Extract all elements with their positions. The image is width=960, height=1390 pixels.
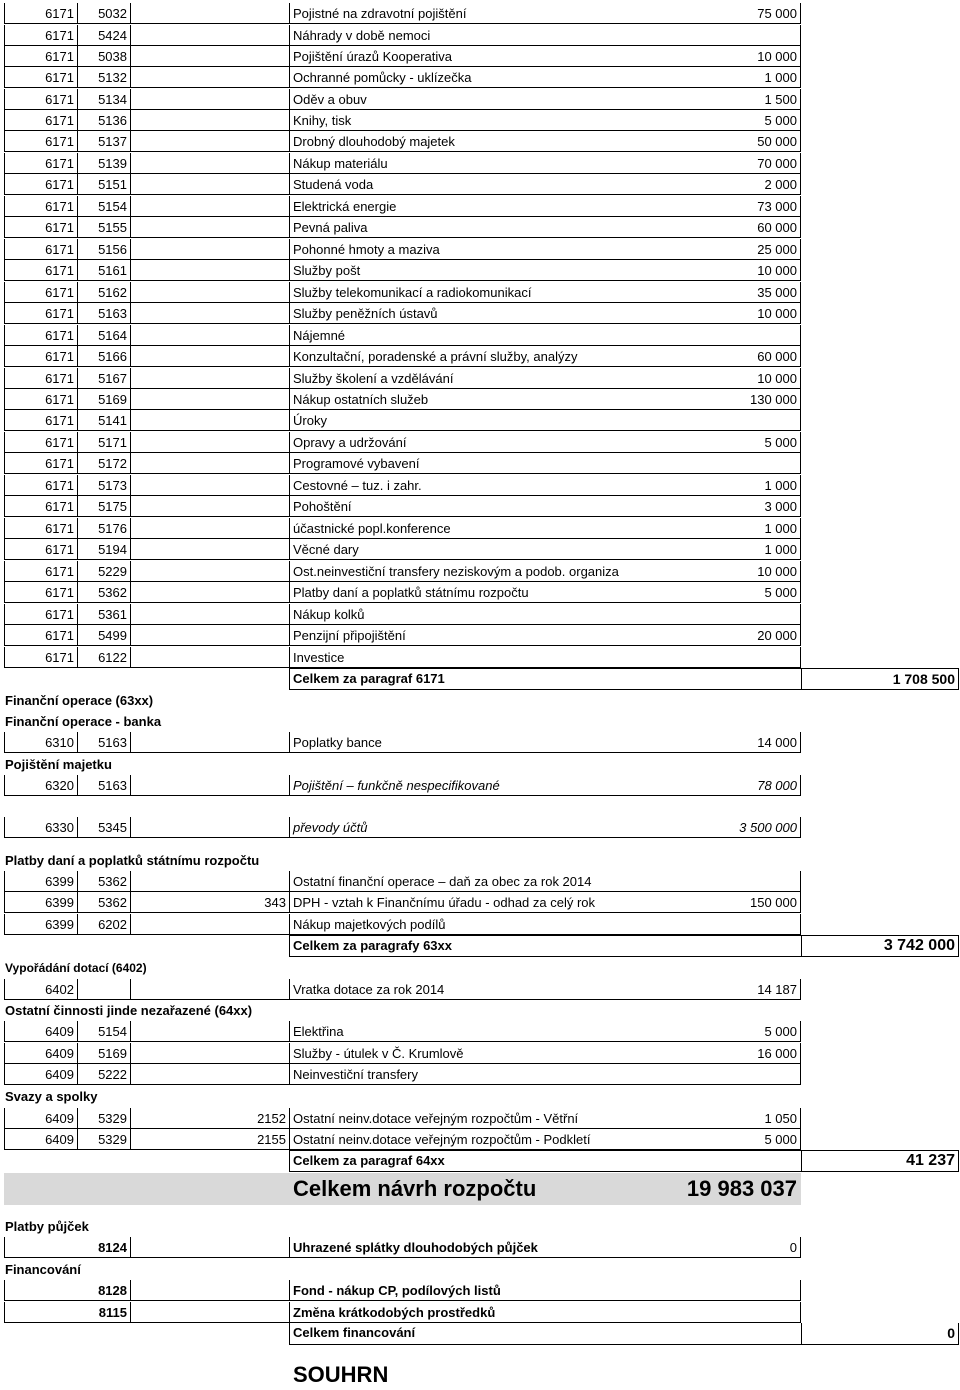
org-code-cell bbox=[130, 131, 289, 152]
item-code-cell: 5163 bbox=[77, 732, 130, 753]
item-code-cell: 5163 bbox=[77, 303, 130, 324]
paragraph-cell: 6171 bbox=[4, 239, 77, 260]
item-name-cell: Elektrická energie bbox=[289, 196, 642, 217]
amount-cell: 150 000 bbox=[642, 892, 801, 913]
org-code-cell bbox=[130, 89, 289, 110]
amount-cell: 14 000 bbox=[642, 732, 801, 753]
item-name-cell: Uhrazené splátky dlouhodobých půjček bbox=[289, 1237, 642, 1258]
org-code-cell bbox=[130, 325, 289, 346]
paragraph-cell: 6171 bbox=[4, 325, 77, 346]
amount-cell bbox=[642, 1064, 801, 1085]
total-spacer bbox=[642, 935, 801, 957]
item-code-cell bbox=[77, 979, 130, 1000]
total-label: Celkem za paragraf 6171 bbox=[289, 668, 642, 690]
item-name-cell: Investice bbox=[289, 647, 642, 668]
item-name-cell: Nákup ostatních služeb bbox=[289, 389, 642, 410]
amount-cell: 1 500 bbox=[642, 89, 801, 110]
item-code-cell: 8128 bbox=[4, 1280, 130, 1301]
paragraph-cell: 6409 bbox=[4, 1021, 77, 1042]
org-code-cell: 343 bbox=[130, 892, 289, 913]
item-name-cell: Studená voda bbox=[289, 174, 642, 195]
item-name-cell: Penzijní připojištění bbox=[289, 625, 642, 646]
org-code-cell bbox=[130, 914, 289, 935]
amount-cell: 10 000 bbox=[642, 46, 801, 67]
item-name-cell: Elektřina bbox=[289, 1021, 642, 1042]
item-name-cell: Změna krátkodobých prostředků bbox=[289, 1302, 642, 1323]
item-name-cell: Nákup majetkových podílů bbox=[289, 914, 642, 935]
amount-cell: 3 000 bbox=[642, 496, 801, 517]
total-label: Celkem financování bbox=[289, 1323, 642, 1345]
item-name-cell: Poplatky bance bbox=[289, 732, 642, 753]
paragraph-cell: 6171 bbox=[4, 196, 77, 217]
amount-cell: 16 000 bbox=[642, 1043, 801, 1064]
org-code-cell bbox=[130, 46, 289, 67]
paragraph-cell: 6320 bbox=[4, 775, 77, 796]
section-heading: Platby daní a poplatků státnímu rozpočtu bbox=[5, 853, 260, 868]
org-code-cell bbox=[130, 775, 289, 796]
grand-total-label: Celkem návrh rozpočtu bbox=[293, 1176, 537, 1201]
paragraph-cell: 6171 bbox=[4, 410, 77, 431]
paragraph-cell: 6171 bbox=[4, 153, 77, 174]
amount-cell: 2 000 bbox=[642, 174, 801, 195]
item-code-cell: 5172 bbox=[77, 453, 130, 474]
org-code-cell bbox=[130, 368, 289, 389]
paragraph-cell: 6399 bbox=[4, 892, 77, 913]
item-code-cell: 5151 bbox=[77, 174, 130, 195]
item-code-cell: 5169 bbox=[77, 389, 130, 410]
paragraph-cell: 6171 bbox=[4, 389, 77, 410]
item-name-cell: Ochranné pomůcky - uklízečka bbox=[289, 67, 642, 88]
section-heading: Platby půjček bbox=[5, 1219, 89, 1234]
amount-cell: 10 000 bbox=[642, 260, 801, 281]
paragraph-cell: 6330 bbox=[4, 817, 77, 838]
item-code-cell: 5156 bbox=[77, 239, 130, 260]
org-code-cell bbox=[130, 518, 289, 539]
section-heading: Vypořádání dotací (6402) bbox=[5, 961, 147, 975]
amount-cell bbox=[642, 604, 801, 625]
item-code-cell: 5176 bbox=[77, 518, 130, 539]
amount-cell: 5 000 bbox=[642, 1021, 801, 1042]
org-code-cell bbox=[130, 153, 289, 174]
org-code-cell bbox=[130, 239, 289, 260]
paragraph-cell: 6171 bbox=[4, 475, 77, 496]
item-code-cell: 5329 bbox=[77, 1129, 130, 1150]
paragraph-cell: 6402 bbox=[4, 979, 77, 1000]
amount-cell: 5 000 bbox=[642, 582, 801, 603]
item-name-cell: Náhrady v době nemoci bbox=[289, 25, 642, 46]
org-code-cell bbox=[130, 410, 289, 431]
paragraph-cell: 6171 bbox=[4, 3, 77, 24]
total-value: 41 237 bbox=[801, 1150, 959, 1172]
paragraph-cell: 6171 bbox=[4, 174, 77, 195]
item-code-cell: 5137 bbox=[77, 131, 130, 152]
item-name-cell: Pohoštění bbox=[289, 496, 642, 517]
amount-cell: 60 000 bbox=[642, 346, 801, 367]
amount-cell: 10 000 bbox=[642, 368, 801, 389]
amount-cell: 1 050 bbox=[642, 1108, 801, 1129]
total-spacer bbox=[642, 668, 801, 690]
amount-cell bbox=[642, 410, 801, 431]
paragraph-cell: 6171 bbox=[4, 346, 77, 367]
item-code-cell: 5499 bbox=[77, 625, 130, 646]
amount-cell bbox=[642, 325, 801, 346]
section-heading: Financování bbox=[5, 1262, 81, 1277]
org-code-cell bbox=[130, 389, 289, 410]
item-name-cell: Ostatní neinv.dotace veřejným rozpočtům - Větřní bbox=[289, 1108, 642, 1129]
amount-cell bbox=[642, 1280, 801, 1301]
paragraph-cell: 6171 bbox=[4, 260, 77, 281]
item-name-cell: Ostatní neinv.dotace veřejným rozpočtům - Podkletí bbox=[289, 1129, 642, 1150]
amount-cell bbox=[642, 453, 801, 474]
item-name-cell: Pojištění – funkčně nespecifikované bbox=[289, 775, 642, 796]
item-code-cell: 5038 bbox=[77, 46, 130, 67]
paragraph-cell: 6171 bbox=[4, 282, 77, 303]
paragraph-cell: 6171 bbox=[4, 604, 77, 625]
item-code-cell: 5329 bbox=[77, 1108, 130, 1129]
paragraph-cell: 6171 bbox=[4, 67, 77, 88]
item-name-cell: Konzultační, poradenské a právní služby, analýzy bbox=[289, 346, 642, 367]
paragraph-cell: 6171 bbox=[4, 539, 77, 560]
item-code-cell: 5345 bbox=[77, 817, 130, 838]
org-code-cell bbox=[130, 561, 289, 582]
org-code-cell bbox=[130, 260, 289, 281]
amount-cell bbox=[642, 25, 801, 46]
section-heading: Finanční operace (63xx) bbox=[5, 693, 154, 708]
item-name-cell: Pevná paliva bbox=[289, 217, 642, 238]
org-code-cell bbox=[130, 1237, 289, 1258]
total-value: 0 bbox=[801, 1323, 959, 1345]
paragraph-cell: 6171 bbox=[4, 217, 77, 238]
item-name-cell: Oděv a obuv bbox=[289, 89, 642, 110]
paragraph-cell: 6409 bbox=[4, 1064, 77, 1085]
paragraph-cell: 6399 bbox=[4, 871, 77, 892]
org-code-cell bbox=[130, 1302, 289, 1323]
item-name-cell: Programové vybavení bbox=[289, 453, 642, 474]
item-name-cell: Nájemné bbox=[289, 325, 642, 346]
item-code-cell: 5164 bbox=[77, 325, 130, 346]
total-label: Celkem za paragrafy 63xx bbox=[289, 935, 642, 957]
item-code-cell: 5161 bbox=[77, 260, 130, 281]
paragraph-cell: 6171 bbox=[4, 453, 77, 474]
item-code-cell: 5032 bbox=[77, 3, 130, 24]
item-code-cell: 5136 bbox=[77, 110, 130, 131]
amount-cell: 50 000 bbox=[642, 131, 801, 152]
item-name-cell: převody účtů bbox=[289, 817, 642, 838]
amount-cell: 1 000 bbox=[642, 67, 801, 88]
paragraph-cell: 6171 bbox=[4, 625, 77, 646]
item-code-cell: 5162 bbox=[77, 282, 130, 303]
item-code-cell: 5362 bbox=[77, 582, 130, 603]
org-code-cell bbox=[130, 539, 289, 560]
amount-cell: 60 000 bbox=[642, 217, 801, 238]
org-code-cell bbox=[130, 1021, 289, 1042]
org-code-cell bbox=[130, 3, 289, 24]
paragraph-cell: 6409 bbox=[4, 1108, 77, 1129]
item-name-cell: Pohonné hmoty a maziva bbox=[289, 239, 642, 260]
item-name-cell: Ostatní finanční operace – daň za obec za rok 2014 bbox=[289, 871, 642, 892]
item-code-cell: 5167 bbox=[77, 368, 130, 389]
item-code-cell: 5362 bbox=[77, 871, 130, 892]
paragraph-cell: 6171 bbox=[4, 368, 77, 389]
paragraph-cell: 6171 bbox=[4, 25, 77, 46]
item-name-cell: Služby školení a vzdělávání bbox=[289, 368, 642, 389]
org-code-cell bbox=[130, 453, 289, 474]
item-code-cell: 8115 bbox=[4, 1302, 130, 1323]
total-label: Celkem za paragraf 64xx bbox=[289, 1150, 642, 1172]
item-code-cell: 6202 bbox=[77, 914, 130, 935]
amount-cell: 35 000 bbox=[642, 282, 801, 303]
org-code-cell bbox=[130, 496, 289, 517]
amount-cell bbox=[642, 647, 801, 668]
org-code-cell bbox=[130, 647, 289, 668]
item-name-cell: Úroky bbox=[289, 410, 642, 431]
item-code-cell: 5175 bbox=[77, 496, 130, 517]
item-name-cell: Knihy, tisk bbox=[289, 110, 642, 131]
amount-cell: 1 000 bbox=[642, 518, 801, 539]
item-code-cell: 6122 bbox=[77, 647, 130, 668]
item-name-cell: Drobný dlouhodobý majetek bbox=[289, 131, 642, 152]
org-code-cell bbox=[130, 582, 289, 603]
item-name-cell: Nákup materiálu bbox=[289, 153, 642, 174]
org-code-cell bbox=[130, 604, 289, 625]
item-name-cell: Pojištění úrazů Kooperativa bbox=[289, 46, 642, 67]
paragraph-cell: 6171 bbox=[4, 647, 77, 668]
item-code-cell: 5194 bbox=[77, 539, 130, 560]
org-code-cell bbox=[130, 110, 289, 131]
amount-cell: 1 000 bbox=[642, 539, 801, 560]
section-heading: Finanční operace - banka bbox=[5, 714, 162, 729]
item-name-cell: DPH - vztah k Finančnímu úřadu - odhad za celý rok bbox=[289, 892, 642, 913]
amount-cell: 10 000 bbox=[642, 561, 801, 582]
org-code-cell bbox=[130, 979, 289, 1000]
item-code-cell: 8124 bbox=[4, 1237, 130, 1258]
org-code-cell bbox=[130, 174, 289, 195]
amount-cell: 130 000 bbox=[642, 389, 801, 410]
paragraph-cell: 6171 bbox=[4, 561, 77, 582]
paragraph-cell: 6171 bbox=[4, 110, 77, 131]
paragraph-cell: 6171 bbox=[4, 518, 77, 539]
item-name-cell: Platby daní a poplatků státnímu rozpočtu bbox=[289, 582, 642, 603]
amount-cell bbox=[642, 871, 801, 892]
section-heading: Pojištění majetku bbox=[5, 757, 112, 772]
item-name-cell: Služby - útulek v Č. Krumlově bbox=[289, 1043, 642, 1064]
amount-cell: 10 000 bbox=[642, 303, 801, 324]
item-code-cell: 5132 bbox=[77, 67, 130, 88]
org-code-cell bbox=[130, 1064, 289, 1085]
org-code-cell bbox=[130, 303, 289, 324]
item-name-cell: Služby telekomunikací a radiokomunikací bbox=[289, 282, 642, 303]
paragraph-cell: 6171 bbox=[4, 131, 77, 152]
paragraph-cell: 6399 bbox=[4, 914, 77, 935]
item-code-cell: 5139 bbox=[77, 153, 130, 174]
org-code-cell bbox=[130, 67, 289, 88]
item-code-cell: 5424 bbox=[77, 25, 130, 46]
amount-cell: 73 000 bbox=[642, 196, 801, 217]
org-code-cell bbox=[130, 625, 289, 646]
item-code-cell: 5173 bbox=[77, 475, 130, 496]
total-value: 3 742 000 bbox=[801, 935, 959, 957]
amount-cell: 5 000 bbox=[642, 110, 801, 131]
item-code-cell: 5229 bbox=[77, 561, 130, 582]
org-code-cell bbox=[130, 432, 289, 453]
amount-cell: 0 bbox=[642, 1237, 801, 1258]
org-code-cell bbox=[130, 1043, 289, 1064]
item-name-cell: Služby peněžních ústavů bbox=[289, 303, 642, 324]
paragraph-cell: 6409 bbox=[4, 1129, 77, 1150]
item-name-cell: Opravy a udržování bbox=[289, 432, 642, 453]
org-code-cell bbox=[130, 732, 289, 753]
paragraph-cell: 6310 bbox=[4, 732, 77, 753]
paragraph-cell: 6171 bbox=[4, 303, 77, 324]
section-heading: Ostatní činnosti jinde nezařazené (64xx) bbox=[5, 1003, 253, 1018]
section-heading: Svazy a spolky bbox=[5, 1089, 98, 1104]
paragraph-cell: 6171 bbox=[4, 582, 77, 603]
item-code-cell: 5155 bbox=[77, 217, 130, 238]
item-code-cell: 5362 bbox=[77, 892, 130, 913]
org-code-cell bbox=[130, 282, 289, 303]
item-code-cell: 5154 bbox=[77, 1021, 130, 1042]
total-spacer bbox=[642, 1323, 801, 1345]
item-name-cell: Fond - nákup CP, podílových listů bbox=[289, 1280, 642, 1301]
org-code-cell: 2152 bbox=[130, 1108, 289, 1129]
summary-heading: SOUHRN bbox=[293, 1362, 389, 1387]
grand-total-value: 19 983 037 bbox=[686, 1176, 797, 1201]
amount-cell: 78 000 bbox=[642, 775, 801, 796]
amount-cell: 14 187 bbox=[642, 979, 801, 1000]
item-code-cell: 5141 bbox=[77, 410, 130, 431]
item-code-cell: 5154 bbox=[77, 196, 130, 217]
item-name-cell: Pojistné na zdravotní pojištění bbox=[289, 3, 642, 24]
item-name-cell: Nákup kolků bbox=[289, 604, 642, 625]
paragraph-cell: 6409 bbox=[4, 1043, 77, 1064]
item-code-cell: 5169 bbox=[77, 1043, 130, 1064]
item-name-cell: Ost.neinvestiční transfery neziskovým a podob. organiza bbox=[289, 561, 642, 582]
org-code-cell bbox=[130, 871, 289, 892]
amount-cell: 3 500 000 bbox=[642, 817, 801, 838]
item-name-cell: Neinvestiční transfery bbox=[289, 1064, 642, 1085]
amount-cell: 5 000 bbox=[642, 432, 801, 453]
amount-cell bbox=[642, 1302, 801, 1323]
item-code-cell: 5134 bbox=[77, 89, 130, 110]
org-code-cell bbox=[130, 1280, 289, 1301]
amount-cell: 70 000 bbox=[642, 153, 801, 174]
item-name-cell: Služby pošt bbox=[289, 260, 642, 281]
paragraph-cell: 6171 bbox=[4, 89, 77, 110]
paragraph-cell: 6171 bbox=[4, 432, 77, 453]
item-name-cell: účastnické popl.konference bbox=[289, 518, 642, 539]
org-code-cell bbox=[130, 217, 289, 238]
amount-cell: 20 000 bbox=[642, 625, 801, 646]
item-code-cell: 5166 bbox=[77, 346, 130, 367]
amount-cell: 5 000 bbox=[642, 1129, 801, 1150]
org-code-cell: 2155 bbox=[130, 1129, 289, 1150]
item-code-cell: 5361 bbox=[77, 604, 130, 625]
total-spacer bbox=[642, 1150, 801, 1172]
item-code-cell: 5163 bbox=[77, 775, 130, 796]
amount-cell: 1 000 bbox=[642, 475, 801, 496]
amount-cell: 75 000 bbox=[642, 3, 801, 24]
paragraph-cell: 6171 bbox=[4, 46, 77, 67]
item-name-cell: Cestovné – tuz. i zahr. bbox=[289, 475, 642, 496]
total-value: 1 708 500 bbox=[801, 668, 959, 690]
item-code-cell: 5222 bbox=[77, 1064, 130, 1085]
item-code-cell: 5171 bbox=[77, 432, 130, 453]
org-code-cell bbox=[130, 196, 289, 217]
amount-cell: 25 000 bbox=[642, 239, 801, 260]
org-code-cell bbox=[130, 346, 289, 367]
org-code-cell bbox=[130, 25, 289, 46]
org-code-cell bbox=[130, 817, 289, 838]
item-name-cell: Věcné dary bbox=[289, 539, 642, 560]
paragraph-cell: 6171 bbox=[4, 496, 77, 517]
org-code-cell bbox=[130, 475, 289, 496]
amount-cell bbox=[642, 914, 801, 935]
item-name-cell: Vratka dotace za rok 2014 bbox=[289, 979, 642, 1000]
